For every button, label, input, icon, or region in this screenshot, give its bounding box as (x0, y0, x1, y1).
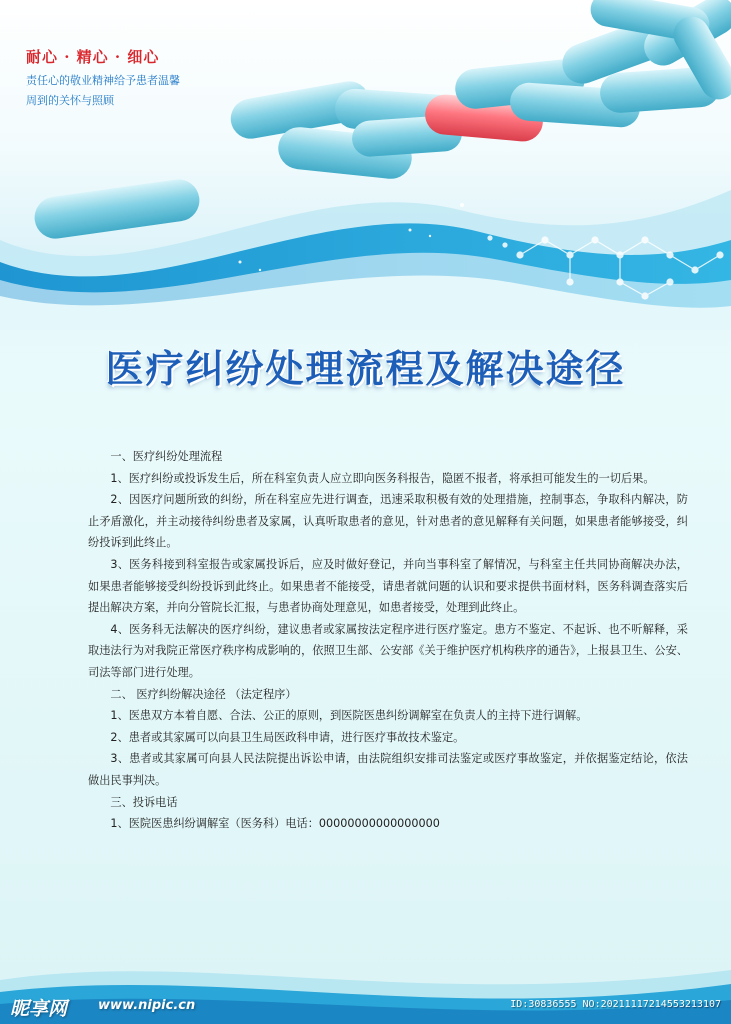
watermark-url: www.nipic.cn (98, 998, 196, 1013)
paragraph: 1、医患双方本着自愿、合法、公正的原则，到医院医患纠纷调解室在负责人的主持下进行调解。 (110, 709, 588, 723)
section-heading-1: 一、医疗纠纷处理流程 (110, 450, 223, 463)
section-heading-2: 二、 医疗纠纷解决途径 （法定程序） (110, 687, 297, 701)
subtitle-line-2: 周到的关怀与照顾 (26, 94, 114, 107)
page-title: 医疗纠纷处理流程及解决途径 (105, 347, 626, 391)
slogan: 耐心 · 精心 · 细心 (26, 48, 160, 66)
watermark-logo: 昵享网 (10, 998, 68, 1020)
paragraph: 3、医务科接到科室报告或家属投诉后，应及时做好登记，并向当事科室了解情况，与科室主任共同协商解决办法，如果患者能够接受纠纷投诉到此终止。如果患者不能接受，请患者就问题的认识和要求提供书面材料，医务科调查落实后提出解决方案，并向分管院长汇报，与患者协商处理意见，如患者接受，处理到此终止。 (88, 557, 688, 615)
subtitle-line-1: 责任心的敬业精神给予患者温馨 (26, 74, 180, 87)
paragraph: 1、医疗纠纷或投诉发生后，所在科室负责人应立即向医务科报告，隐匿不报者，将承担可能发生的一切后果。 (110, 471, 655, 485)
section-heading-3: 三、投诉电话 (110, 795, 178, 809)
body-text (88, 446, 688, 835)
paragraph: 2、因医疗问题所致的纠纷，所在科室应先进行调查，迅速采取积极有效的处理措施，控制事态，争取科内解决，防止矛盾激化，并主动接待纠纷患者及家属，认真听取患者的意见，针对患者的意见解释有关问题，如果患者能够接受，纠纷投诉到此终止。 (88, 493, 688, 550)
top-banner (0, 0, 731, 330)
paragraph: 2、患者或其家属可以向县卫生局医政科申请，进行医疗事故技术鉴定。 (110, 730, 465, 744)
watermark-id: ID:30836555 NO:20211117214553213107 (510, 999, 721, 1010)
phone-line: 1、医院医患纠纷调解室（医务科）电话：00000000000000000 (110, 817, 440, 831)
paragraph: 3、患者或其家属可向县人民法院提出诉讼申请，由法院组织安排司法鉴定或医疗事故鉴定，并依据鉴定结论，依法做出民事判决。 (88, 752, 688, 787)
paragraph: 4、医务科无法解决的医疗纠纷，建议患者或家属按法定程序进行医疗鉴定。患方不鉴定、不起诉、也不听解释，采取违法行为对我院正常医疗秩序构成影响的，依照卫生部、公安部《关于维护医疗机构秩序的通告》，上报县卫生、公安、司法等部门进行处理。 (88, 622, 688, 679)
